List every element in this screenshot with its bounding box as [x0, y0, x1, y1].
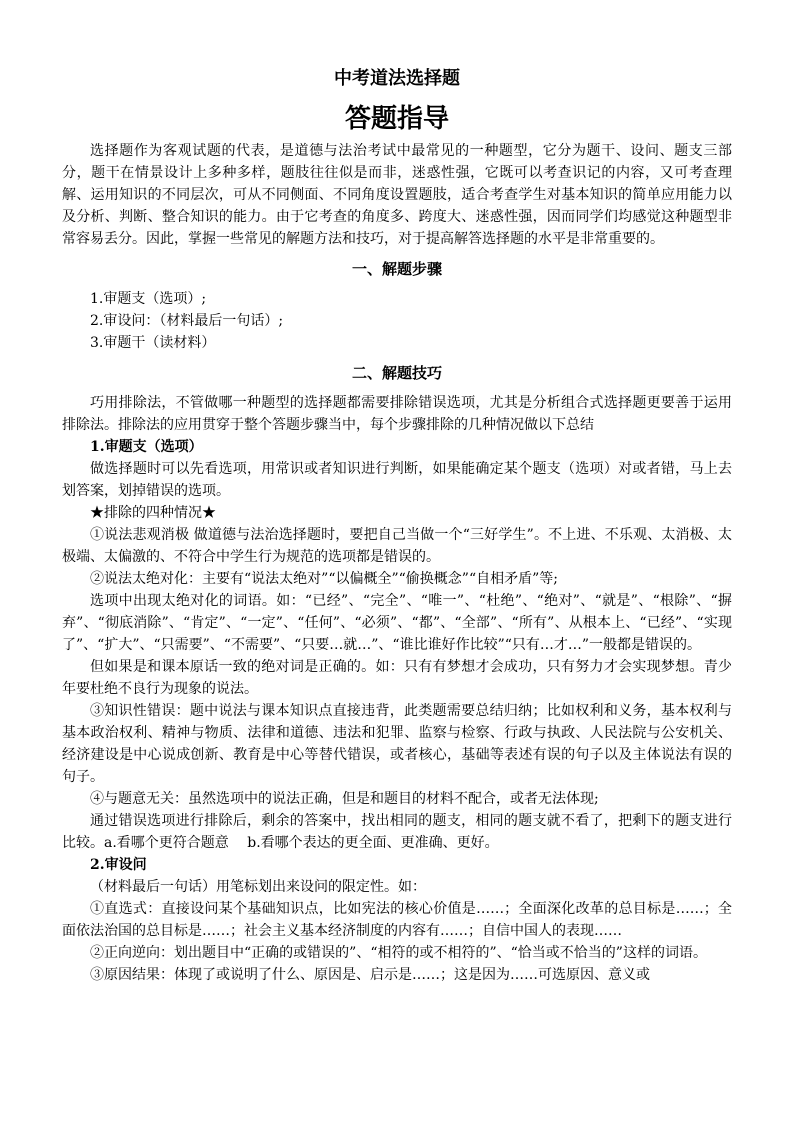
case-2-exception: 但如果是和课本原话一致的绝对词是正确的。如：只有有梦想才会成功，只有努力才会实现梦想。青少年要杜绝不良行为现象的说法。 [62, 659, 732, 697]
case-3: ③知识性错误：题中说法与课本知识点直接违背，此类题需要总结归纳；比如权利和义务，基本权利与基本政治权利、精神与物质、法律和道德、违法和犯罪、监察与检察、行政与执政、人民法院与公安机关、 经济建设是中心说成创新、教育是中心等替代错误，或者核心，基础等表述有误的句子以及主体说法有误的句子。 [62, 703, 732, 785]
star-heading: ★排除的四种情况★ [90, 505, 216, 521]
step-item: 1.审题支（选项）; [90, 291, 207, 307]
doc-subtitle: 答题指导 [344, 104, 449, 134]
subheading-options: 1.审题支（选项） [90, 439, 203, 455]
intro-paragraph: 选择题作为客观试题的代表，是道德与法治考试中最常见的一种题型，它分为题干、设问、题支三部分，题干在情景设计上多种多样，题肢往往似是而非，迷惑性强，它既可以考查识记的内容，又可考查理解、运用知识的不同层次，可从不同侧面、不同角度设置题肢，适合考查学生对基本知识的简单应用能力以及分析、判断、整合知识的能力。由于它考查的角度多、跨度大、迷惑性强，因而同学们均感觉这种题型非常容易丢分。因此，掌握一些常见的解题方法和技巧，对于提高解答选择题的水平是非常重要的。 [62, 143, 732, 247]
question-type-3: ③原因结果：体现了或说明了什么、原因是、启示是……；这是因为……可选原因、意义或 [90, 967, 650, 983]
step-item: 3.审题干（读材料） [90, 335, 216, 351]
doc-title: 中考道法选择题 [334, 68, 460, 89]
case-2: ②说法太绝对化：主要有“说法太绝对”“以偏概全”“偷换概念”“自相矛盾”等; [90, 571, 558, 587]
section-heading-steps: 一、解题步骤 [351, 260, 442, 278]
subheading-question: 2.审设问 [90, 857, 147, 873]
case-4-detail: 通过错误选项进行排除后，剩余的答案中，找出相同的题支，相同的题支就不看了，把剩下的题支进行比较。a.看哪个更符合题意 b.看哪个表达的更全面、更准确、更好。 [62, 813, 732, 851]
question-paragraph: （材料最后一句话）用笔标划出来设问的限定性。如： [90, 879, 426, 895]
steps-list [62, 288, 732, 354]
question-type-1: ①直选式：直接设问某个基础知识点，比如宪法的核心价值是……；全面深化改革的总目标是……；全面依法治国的总目标是……；社会主义基本经济制度的内容有……；自信中国人的表现…… [62, 901, 732, 939]
case-4: ④与题意无关：虽然选项中的说法正确，但是和题目的材料不配合，或者无法体现; [90, 791, 599, 807]
section-heading-skills: 二、解题技巧 [351, 364, 442, 382]
skills-paragraph: 巧用排除法，不管做哪一种题型的选择题都需要排除错误选项，尤其是分析组合式选择题更要善于运用排除法。排除法的应用贯穿于整个答题步骤当中，每个步骤排除的几种情况做以下总结 [62, 395, 732, 433]
question-type-2: ②正向逆向：划出题目中“正确的或错误的”、“相符的或不相符的”、“恰当或不恰当的”这样的词语。 [90, 945, 707, 961]
step-item: 2.审设问：（材料最后一句话）; [90, 313, 284, 329]
options-paragraph: 做选择题时可以先看选项，用常识或者知识进行判断，如果能确定某个题支（选项）对或者错，马上去划答案，划掉错误的选项。 [62, 461, 732, 499]
case-2-detail: 选项中出现太绝对化的词语。如：“已经”、“完全”、“唯一”、“杜绝”、“绝对”、“就是”、“根除”、“摒弃”、“彻底消除”、“肯定”、“一定”、“任何”、“必须”、“都”、“全部”、“所有”、从根本上、“已经”、“实现了”、“扩大”、“只需要”、“不需要”、“只要…就…”、“谁比谁好作比较”“只有…才…”一般都是错误的。 [62, 593, 732, 653]
document-page [62, 66, 732, 986]
case-1: ①说法悲观消极 做道德与法治选择题时，要把自己当做一个“三好学生”。不上进、不乐观、太消极、太极端、太偏激的、不符合中学生行为规范的选项都是错误的。 [62, 527, 732, 565]
